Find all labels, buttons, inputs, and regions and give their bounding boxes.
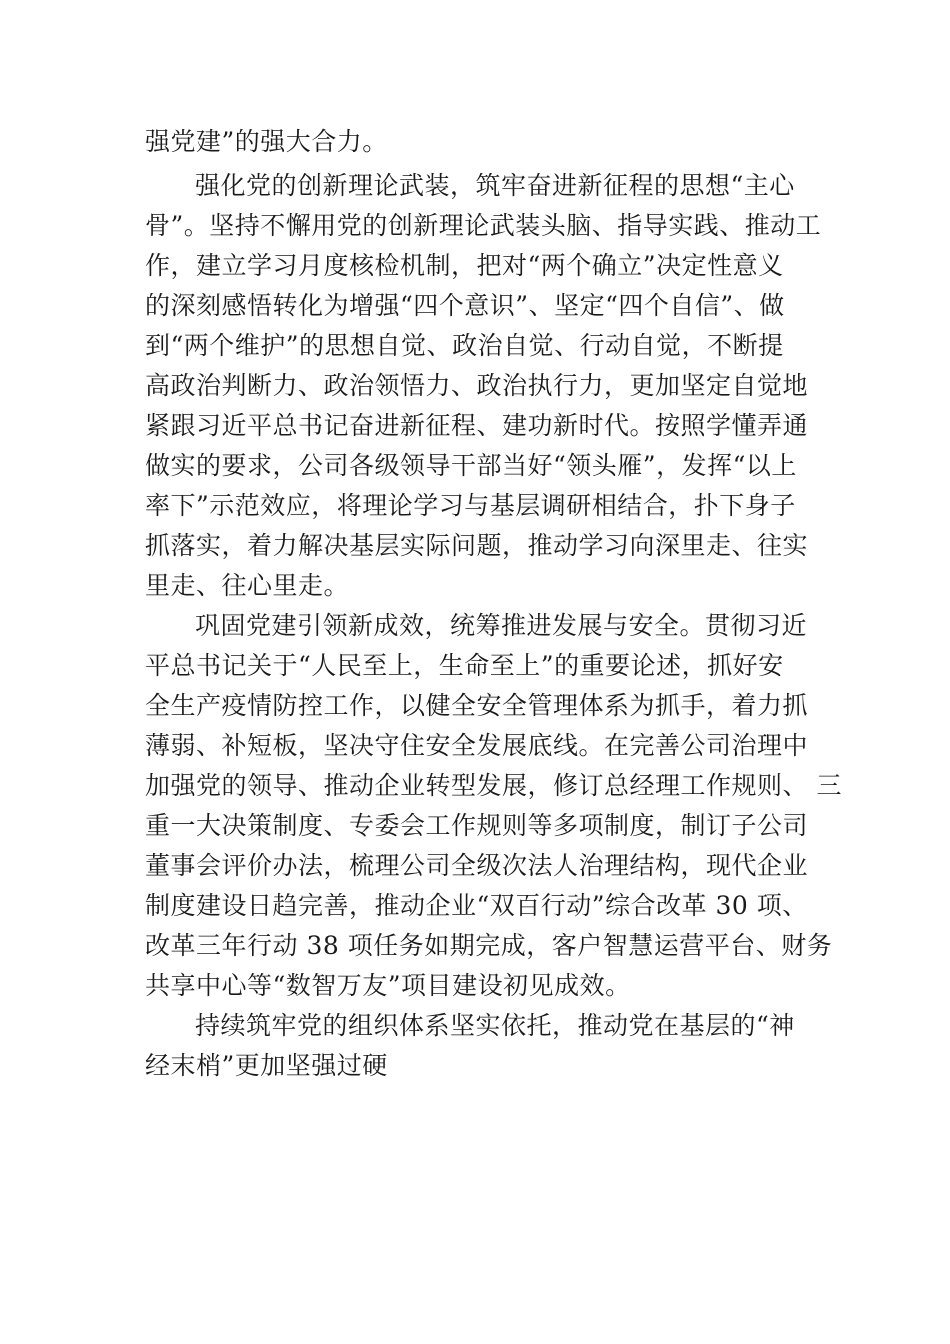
text-line: 抓落实，着力解决基层实际问题，推动学习向深里走、往实 — [145, 531, 809, 560]
text-line: 骨”。坚持不懈用党的创新理论武装头脑、指导实践、推动工 — [145, 211, 822, 240]
text-line: 加强党的领导、推动企业转型发展，修订总经理工作规则、 三 — [145, 771, 842, 800]
text-line: 做实的要求，公司各级领导干部当好“领头雁”，发挥“以上 — [145, 451, 797, 480]
text-line: 平总书记关于“人民至上，生命至上”的重要论述，抓好安 — [145, 651, 784, 680]
paragraph-first-line: 巩固党建引领新成效，统筹推进发展与安全。贯彻习近 — [195, 611, 808, 640]
text-line: 强党建”的强大合力。 — [145, 127, 388, 156]
text-line: 紧跟习近平总书记奋进新征程、建功新时代。按照学懂弄通 — [145, 411, 809, 440]
text-line: 的深刻感悟转化为增强“四个意识”、坚定“四个自信”、做 — [145, 291, 785, 320]
text-line: 全生产疫情防控工作，以健全安全管理体系为抓手，着力抓 — [145, 691, 809, 720]
text-line: 到“两个维护”的思想自觉、政治自觉、行动自觉，不断提 — [145, 331, 784, 360]
text-line: 作，建立学习月度核检机制，把对“两个确立”决定性意义 — [145, 251, 784, 280]
paragraph-first-line: 强化党的创新理论武装，筑牢奋进新征程的思想“主心 — [195, 171, 795, 200]
text-line: 重一大决策制度、专委会工作规则等多项制度，制订子公司 — [145, 811, 809, 840]
text-line: 里走、往心里走。 — [145, 571, 350, 600]
text-line: 共享中心等“数智万友”项目建设初见成效。 — [145, 971, 631, 1000]
text-line: 高政治判断力、政治领悟力、政治执行力，更加坚定自觉地 — [145, 371, 809, 400]
text-line: 薄弱、补短板，坚决守住安全发展底线。在完善公司治理中 — [145, 731, 809, 760]
paragraph-first-line: 持续筑牢党的组织体系坚实依托，推动党在基层的“神 — [195, 1011, 795, 1040]
text-line: 董事会评价办法，梳理公司全级次法人治理结构，现代企业 — [145, 851, 809, 880]
text-line: 率下”示范效应，将理论学习与基层调研相结合，扑下身子 — [145, 491, 796, 520]
text-line: 经末梢”更加坚强过硬 — [145, 1051, 388, 1080]
text-line: 制度建设日趋完善，推动企业“双百行动”综合改革 30 项、 — [145, 891, 808, 920]
text-line: 改革三年行动 38 项任务如期完成，客户智慧运营平台、财务 — [145, 931, 833, 960]
